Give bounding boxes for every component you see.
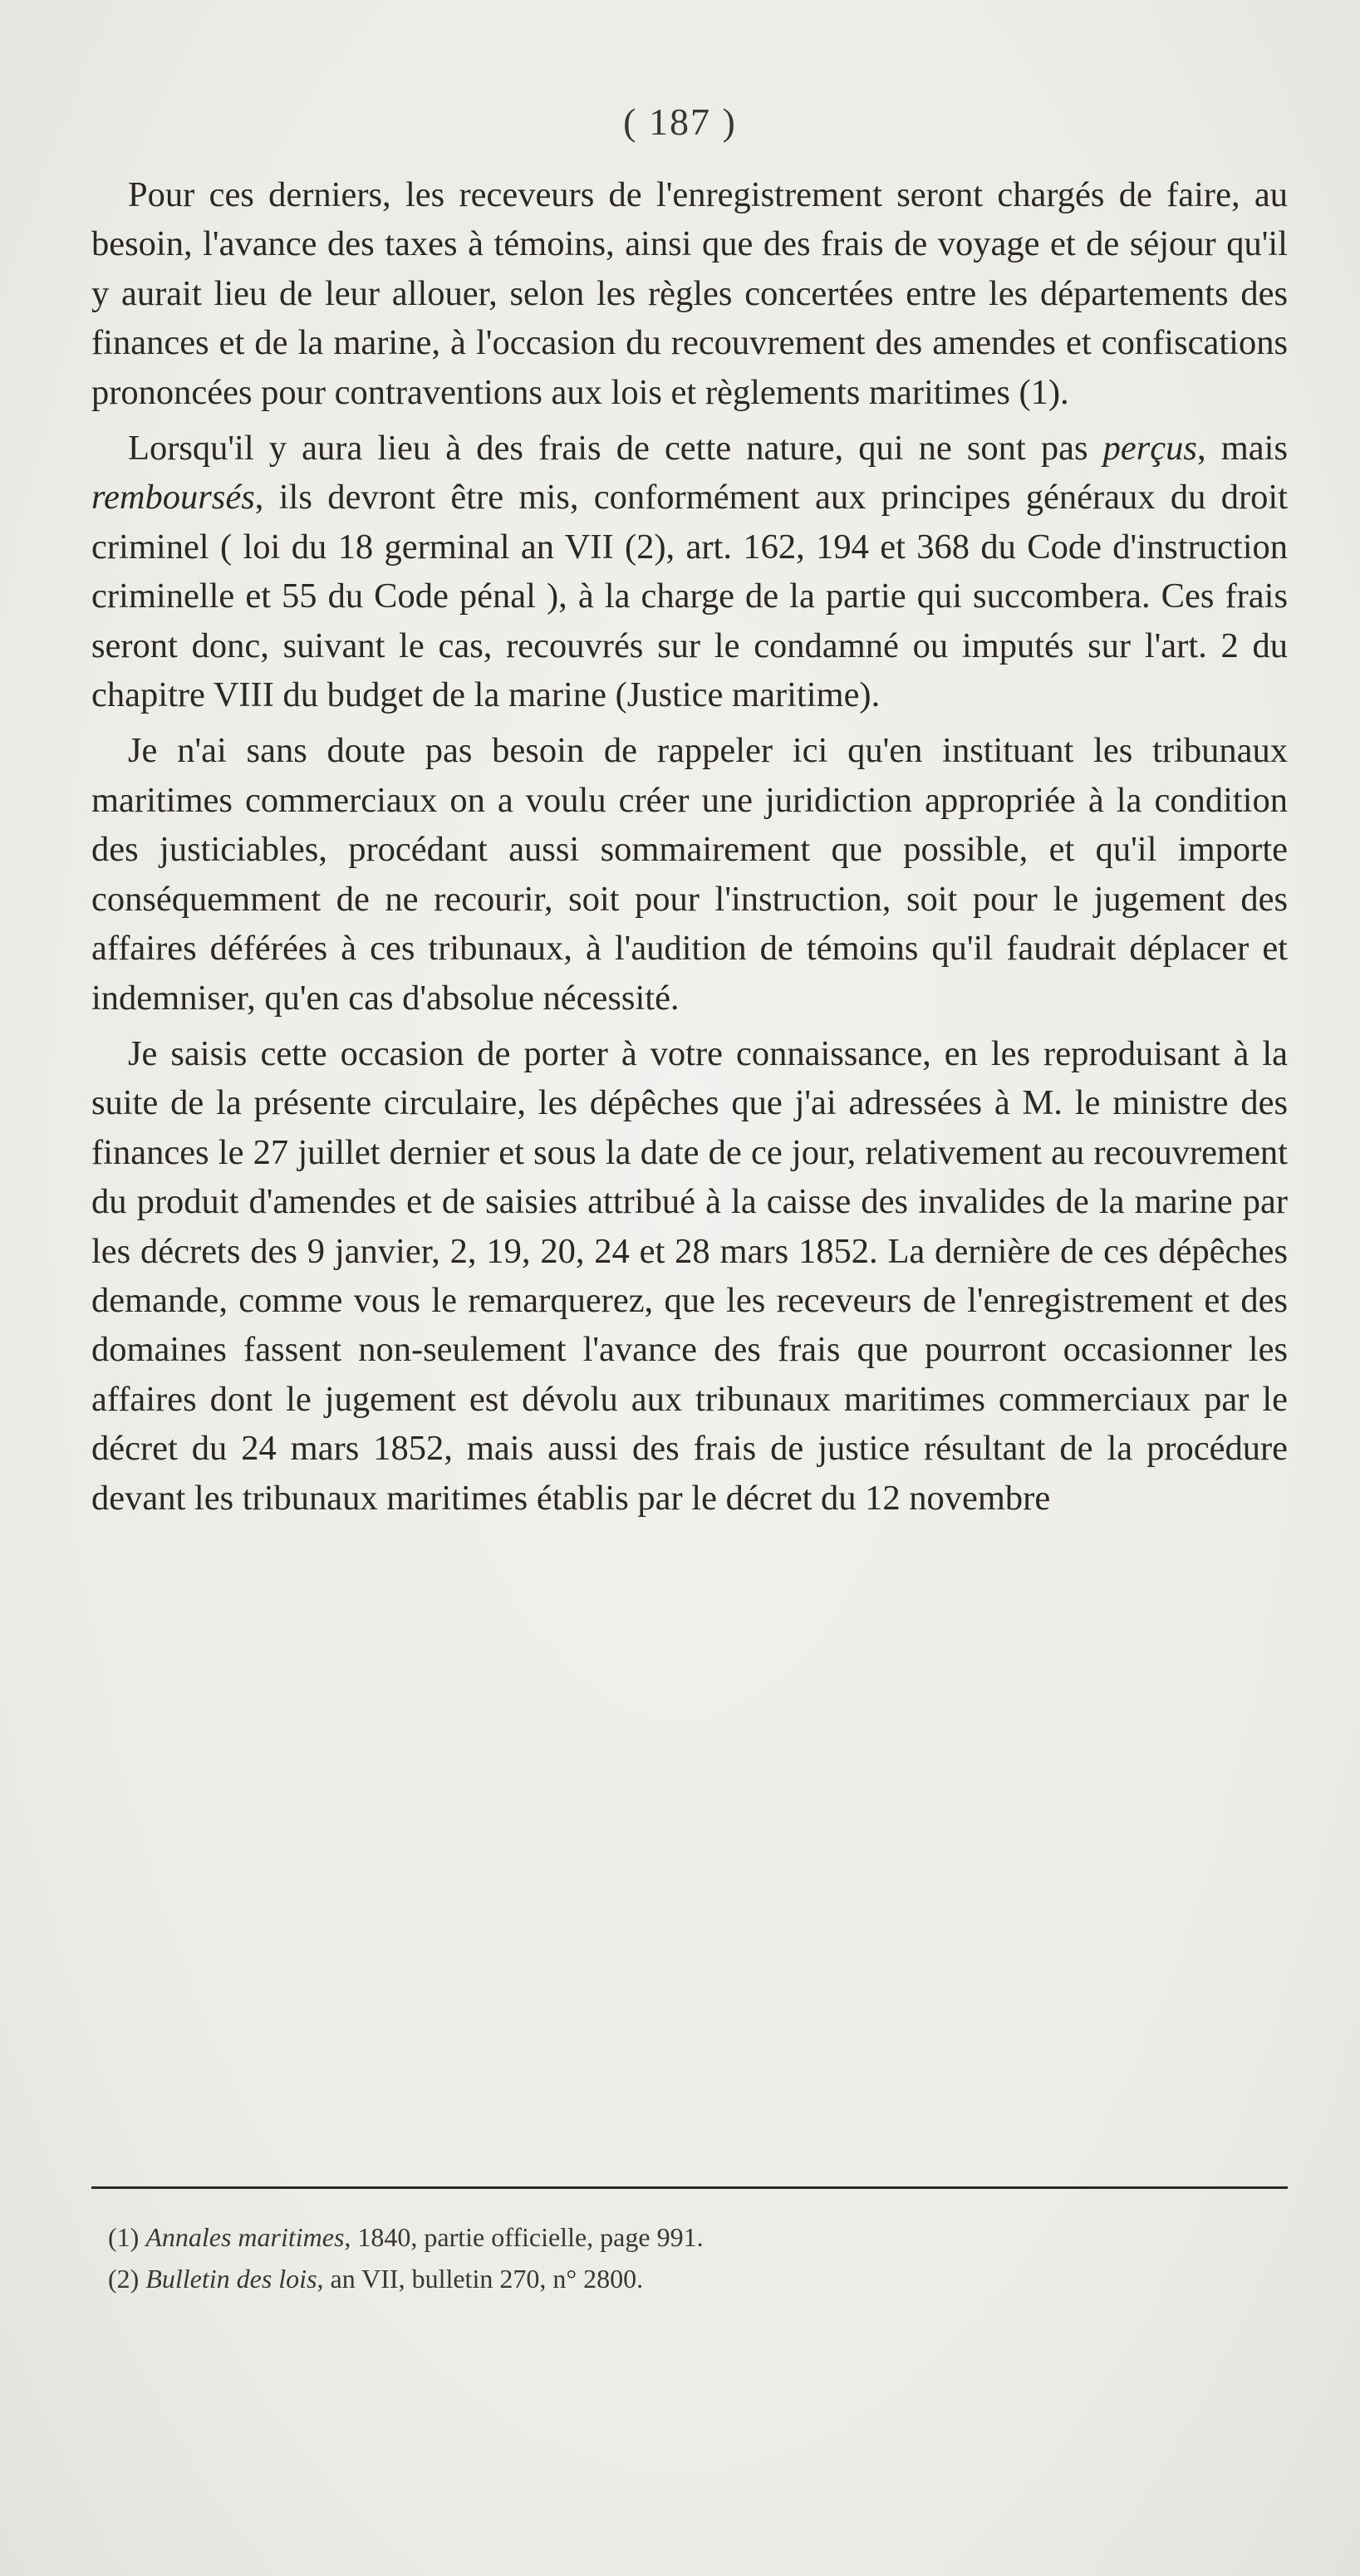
footnote-1 [108, 2216, 1271, 2258]
footnote-2-title: Bulletin des lois [145, 2264, 317, 2294]
paragraph-4: Je saisis cette occasion de porter à votre connaissance, en les reproduisant à la suite de la présente circulaire, les dépêches que j'ai adressées à M. le ministre des finances le 27 juillet dernier et sous la date de ce jour, relativement au recouvrement du produit d'amendes et de saisies attribué à la caisse des invalides de la marine par les décrets des 9 janvier, 2, 19, 20, 24 et 28 mars 1852. La dernière de ces dépêches demande, comme vous le remarquerez, que les receveurs de l'enregistrement et des domaines fassent non-seulement l'avance des frais que pourront occasionner les affaires dont le jugement est dévolu aux tribunaux maritimes commerciaux par le décret du 24 mars 1852, mais aussi des frais de justice résultant de la procédure devant les tribunaux maritimes établis par le décret du 12 novembre [91, 1033, 1288, 1518]
footnote-1-title: Annales maritimes [145, 2222, 345, 2252]
paragraph-2-part-e: , ils devront être mis, conformément aux principes généraux du droit criminel ( loi du 18 germinal an VII (2), art. 162, 194 et 368 du Code d'instruction criminelle et 55 du Code pénal ), à la charge de la partie qui succombera. Ces frais seront donc, suivant le cas, recouvrés sur le condamné ou imputés sur l'art. 2 du chapitre VIII du budget de la marine (Justice maritime). [91, 478, 1288, 715]
footnote-1-mark: (1) [108, 2222, 140, 2252]
footnote-separator [91, 2186, 1288, 2189]
paragraph-2 [91, 424, 1288, 719]
footnotes [108, 2216, 1271, 2299]
footnote-1-text: , 1840, partie officielle, page 991. [344, 2222, 704, 2252]
paragraph-2-part-a: Lorsqu'il y aura lieu à des frais de cette nature, qui ne sont pas [128, 429, 1103, 469]
footnote-2-text: , an VII, bulletin 270, n° 2800. [317, 2264, 644, 2294]
footnote-2-mark: (2) [108, 2264, 140, 2294]
footnote-2 [108, 2258, 1271, 2299]
paragraph-2-italic-rembourses: remboursés [91, 478, 255, 518]
paragraph-2-part-c: , mais [1196, 429, 1288, 469]
body-text [91, 170, 1288, 1523]
paragraph-2-italic-percus: perçus [1102, 429, 1197, 469]
paragraph-1: Pour ces derniers, les receveurs de l'enregistrement seront chargés de faire, au besoin, l'avance des taxes à témoins, ainsi que des frais de voyage et de séjour qu'il y aurait lieu de leur allouer, selon les règles concertées entre les départements des finances et de la marine, à l'occasion du recouvrement des amendes et confiscations prononcées pour contraventions aux lois et règlements maritimes (1). [91, 175, 1288, 412]
paragraph-3: Je n'ai sans doute pas besoin de rappeler ici qu'en instituant les tribunaux maritimes commerciaux on a voulu créer une juridiction appropriée à la condition des justiciables, procédant aussi sommairement que possible, et qu'il importe conséquemment de ne recourir, soit pour l'instruction, soit pour le jugement des affaires déférées à ces tribunaux, à l'audition de témoins qu'il faudrait déplacer et indemniser, qu'en cas d'absolue nécessité. [91, 731, 1288, 1018]
page-number: ( 187 ) [623, 101, 737, 143]
